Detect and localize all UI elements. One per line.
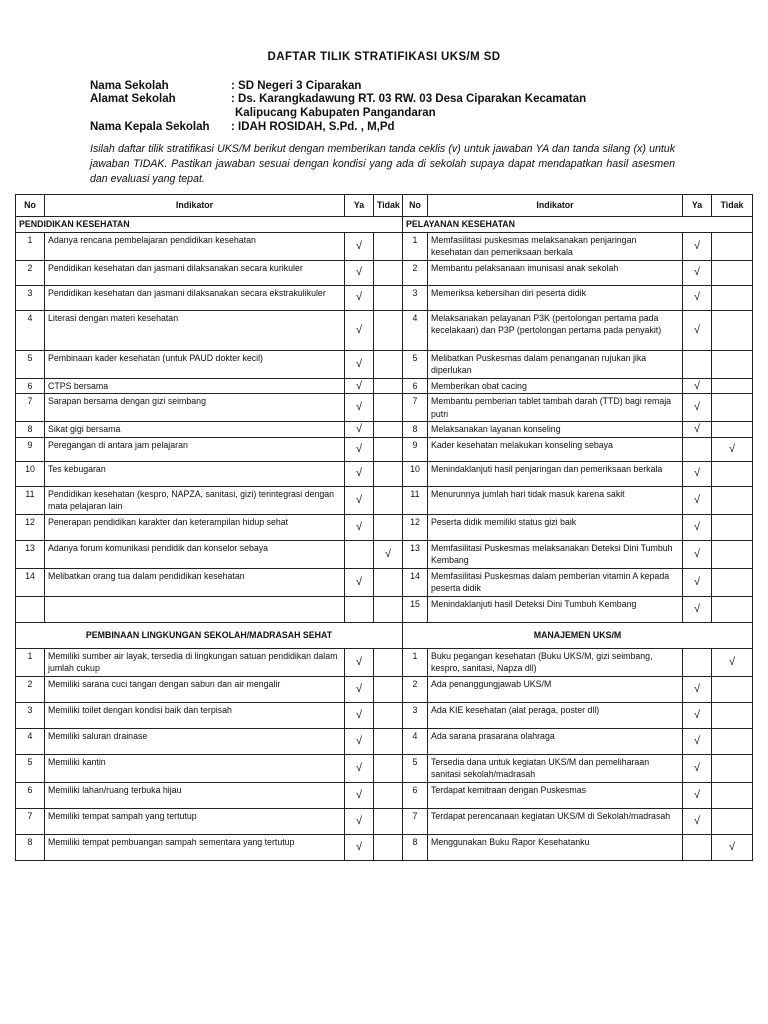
check-mark-icon: √ [355, 520, 363, 533]
ya-cell [683, 728, 712, 754]
header-no: No [403, 195, 428, 217]
check-mark-icon: √ [355, 323, 363, 336]
indicator-text: Melibatkan orang tua dalam pendidikan kesehatan [45, 568, 345, 596]
header-indikator: Indikator [428, 195, 683, 217]
check-mark-icon: √ [693, 467, 701, 480]
row-number: 3 [403, 702, 428, 728]
row-number: 8 [403, 834, 428, 860]
check-mark-icon: √ [355, 357, 363, 370]
check-mark-icon: √ [355, 708, 363, 721]
tidak-cell [374, 394, 403, 422]
row-number: 1 [16, 232, 45, 260]
check-mark-icon: √ [384, 547, 392, 560]
row-number: 4 [403, 728, 428, 754]
check-mark-icon: √ [693, 761, 701, 774]
row-number: 8 [16, 834, 45, 860]
tidak-cell [712, 378, 753, 394]
indicator-text: Memiliki lahan/ruang terbuka hijau [45, 782, 345, 808]
indicator-text: Buku pegangan kesehatan (Buku UKS/M, gizi seimbang, kespro, sanitasi, Napza dll) [428, 648, 683, 676]
row-number: 2 [403, 676, 428, 702]
indicator-text: Melaksanakan pelayanan P3K (pertolongan pertama pada kecelakaan) dan P3P (pertolongan pertama pada penyakit) [428, 310, 683, 350]
tidak-cell [374, 568, 403, 596]
info-value: Kalipucang Kabupaten Pangandaran [235, 107, 436, 119]
row-number: 14 [403, 568, 428, 596]
row-number: 15 [403, 596, 428, 622]
check-mark-icon: √ [693, 708, 701, 721]
indicator-text: Membantu pemberian tablet tambah darah (TTD) bagi remaja putri [428, 394, 683, 422]
header-ya: Ya [345, 195, 374, 217]
ya-cell [345, 260, 374, 285]
table-row [16, 702, 753, 728]
ya-cell [345, 568, 374, 596]
row-number: 5 [403, 754, 428, 782]
table-header-row [16, 195, 753, 217]
indicator-text: Menurunnya jumlah hari tidak masuk karena sakit [428, 486, 683, 514]
section-title-pendidikan-kesehatan: PENDIDIKAN KESEHATAN [16, 217, 403, 233]
indicator-text: Pendidikan kesehatan dan jasmani dilaksanakan secara ekstrakulikuler [45, 285, 345, 310]
row-number: 5 [16, 350, 45, 378]
ya-cell [345, 702, 374, 728]
check-mark-icon: √ [693, 602, 701, 615]
row-number: 1 [403, 232, 428, 260]
tidak-cell [712, 702, 753, 728]
indicator-text: Membantu pelaksanaan imunisasi anak sekolah [428, 260, 683, 285]
indicator-text: Memiliki kantin [45, 754, 345, 782]
row-number: 13 [16, 540, 45, 568]
row-number: 7 [403, 394, 428, 422]
ya-cell [683, 808, 712, 834]
row-number: 6 [403, 782, 428, 808]
ya-cell [683, 648, 712, 676]
tidak-cell [712, 350, 753, 378]
indicator-text: Memiliki tempat sampah yang tertutup [45, 808, 345, 834]
ya-cell [683, 782, 712, 808]
check-mark-icon: √ [355, 467, 363, 480]
row-number: 6 [403, 378, 428, 394]
check-mark-icon: √ [693, 493, 701, 506]
tidak-cell [374, 461, 403, 486]
indicator-text: Memiliki sarana cuci tangan dengan sabun dan air mengalir [45, 676, 345, 702]
table-row [16, 486, 753, 514]
table-row [16, 285, 753, 310]
check-mark-icon: √ [355, 266, 363, 279]
check-mark-icon: √ [355, 575, 363, 588]
ya-cell [345, 782, 374, 808]
tidak-cell [712, 676, 753, 702]
tidak-cell [712, 394, 753, 422]
indicator-text: Tersedia dana untuk kegiatan UKS/M dan pemeliharaan sanitasi sekolah/madrasah [428, 754, 683, 782]
indicator-text: Adanya forum komunikasi pendidik dan konselor sebaya [45, 540, 345, 568]
tidak-cell [712, 285, 753, 310]
tidak-cell [712, 310, 753, 350]
tidak-cell [712, 260, 753, 285]
indicator-text: Menggunakan Buku Rapor Kesehatanku [428, 834, 683, 860]
row-number: 7 [16, 808, 45, 834]
indicator-text: Pendidikan kesehatan (kespro, NAPZA, sanitasi, gizi) terintegrasi dengan mata pelajaran lain [45, 486, 345, 514]
tidak-cell [374, 728, 403, 754]
indicator-text: Ada sarana prasarana olahraga [428, 728, 683, 754]
ya-cell [345, 648, 374, 676]
table-row [16, 754, 753, 782]
check-mark-icon: √ [693, 239, 701, 252]
row-number: 13 [403, 540, 428, 568]
ya-cell [345, 486, 374, 514]
indicator-text: Memiliki tempat pembuangan sampah sementara yang tertutup [45, 834, 345, 860]
header-ya: Ya [683, 195, 712, 217]
tidak-cell [374, 260, 403, 285]
ya-cell [345, 310, 374, 350]
tidak-cell [374, 754, 403, 782]
check-mark-icon: √ [728, 840, 736, 853]
ya-cell [683, 437, 712, 461]
table-row [16, 378, 753, 394]
ya-cell [683, 596, 712, 622]
indicator-text: Peserta didik memiliki status gizi baik [428, 514, 683, 540]
tidak-cell [712, 648, 753, 676]
header-tidak: Tidak [712, 195, 753, 217]
row-number: 4 [16, 310, 45, 350]
row-number: 12 [403, 514, 428, 540]
tidak-cell [712, 596, 753, 622]
check-mark-icon: √ [693, 547, 701, 560]
row-number: 3 [16, 702, 45, 728]
section-title-pelayanan-kesehatan: PELAYANAN KESEHATAN [403, 217, 753, 233]
section-row [16, 217, 753, 233]
ya-cell [345, 461, 374, 486]
tidak-cell [712, 728, 753, 754]
indicator-text: Terdapat perencanaan kegiatan UKS/M di Sekolah/madrasah [428, 808, 683, 834]
info-value: : IDAH ROSIDAH, S.Pd. , M,Pd [231, 121, 395, 133]
info-label: Nama Sekolah [90, 80, 169, 92]
row-number: 2 [16, 260, 45, 285]
ya-cell [345, 728, 374, 754]
table-row [16, 437, 753, 461]
tidak-cell [712, 514, 753, 540]
indicator-text: Terdapat kemitraan dengan Puskesmas [428, 782, 683, 808]
check-mark-icon: √ [355, 788, 363, 801]
row-number: 3 [403, 285, 428, 310]
row-number: 1 [403, 648, 428, 676]
tidak-cell [374, 834, 403, 860]
tidak-cell [374, 540, 403, 568]
indicator-text: Pembinaan kader kesehatan (untuk PAUD dokter kecil) [45, 350, 345, 378]
ya-cell [683, 378, 712, 394]
check-mark-icon: √ [693, 682, 701, 695]
ya-cell [683, 834, 712, 860]
header-tidak: Tidak [374, 195, 403, 217]
table-row [16, 568, 753, 596]
indicator-text: Peregangan di antara jam pelajaran [45, 437, 345, 461]
row-number: 10 [16, 461, 45, 486]
checklist-table [15, 194, 753, 861]
indicator-text: Memfasilitasi Puskesmas dalam pemberian vitamin A kepada peserta didik [428, 568, 683, 596]
row-number: 6 [16, 378, 45, 394]
indicator-text: Memiliki sumber air layak, tersedia di lingkungan satuan pendidikan dalam jumlah cukup [45, 648, 345, 676]
check-mark-icon: √ [355, 379, 363, 392]
check-mark-icon: √ [693, 520, 701, 533]
tidak-cell [374, 310, 403, 350]
ya-cell [345, 232, 374, 260]
check-mark-icon: √ [355, 291, 363, 304]
indicator-text: Memiliki saluran drainase [45, 728, 345, 754]
indicator-text: Sikat gigi bersama [45, 422, 345, 438]
check-mark-icon: √ [693, 266, 701, 279]
table-row [16, 728, 753, 754]
table-row [16, 808, 753, 834]
tidak-cell [374, 782, 403, 808]
indicator-text [45, 596, 345, 622]
row-number: 2 [403, 260, 428, 285]
indicator-text: Ada penanggungjawab UKS/M [428, 676, 683, 702]
check-mark-icon: √ [728, 655, 736, 668]
check-mark-icon: √ [693, 323, 701, 336]
check-mark-icon: √ [355, 239, 363, 252]
tidak-cell [374, 422, 403, 438]
instructions-paragraph: Isilah daftar tilik stratifikasi UKS/M berikut dengan memberikan tanda ceklis (v) untuk jawaban YA dan tanda silang (x) untuk jawaban TIDAK. Pastikan jawaban sesuai dengan kondisi yang ada di sekolah supaya dapat mendapatkan hasil asesmen dan evaluasi yang tepat. [90, 143, 675, 185]
tidak-cell [712, 232, 753, 260]
ya-cell [345, 394, 374, 422]
tidak-cell [712, 834, 753, 860]
ya-cell [345, 540, 374, 568]
indicator-text: Memiliki toilet dengan kondisi baik dan terpisah [45, 702, 345, 728]
ya-cell [683, 486, 712, 514]
row-number: 7 [403, 808, 428, 834]
table-row [16, 540, 753, 568]
tidak-cell [374, 285, 403, 310]
info-value: : Ds. Karangkadawung RT. 03 RW. 03 Desa Ciparakan Kecamatan [231, 93, 587, 105]
tidak-cell [712, 422, 753, 438]
check-mark-icon: √ [693, 379, 701, 392]
row-number: 6 [16, 782, 45, 808]
tidak-cell [712, 461, 753, 486]
header-no: No [16, 195, 45, 217]
ya-cell [683, 676, 712, 702]
row-number: 9 [16, 437, 45, 461]
document-title: DAFTAR TILIK STRATIFIKASI UKS/M SD [267, 51, 501, 63]
row-number: 5 [16, 754, 45, 782]
ya-cell [345, 350, 374, 378]
row-number: 11 [16, 486, 45, 514]
tidak-cell [374, 437, 403, 461]
ya-cell [683, 260, 712, 285]
tidak-cell [374, 648, 403, 676]
indicator-text: Memfasilitasi puskesmas melaksanakan penjaringan kesehatan dan pemeriksaan berkala [428, 232, 683, 260]
check-mark-icon: √ [355, 423, 363, 435]
table-row [16, 350, 753, 378]
tidak-cell [712, 437, 753, 461]
tidak-cell [374, 486, 403, 514]
row-number: 14 [16, 568, 45, 596]
table-row [16, 422, 753, 438]
check-mark-icon: √ [693, 423, 701, 435]
check-mark-icon: √ [355, 655, 363, 668]
ya-cell [345, 808, 374, 834]
table-row [16, 782, 753, 808]
table-row [16, 676, 753, 702]
ya-cell [345, 285, 374, 310]
ya-cell [683, 285, 712, 310]
section-title-manajemen-uks: MANAJEMEN UKS/M [403, 622, 753, 648]
check-mark-icon: √ [693, 401, 701, 414]
table-row [16, 260, 753, 285]
indicator-text: Adanya rencana pembelajaran pendidikan kesehatan [45, 232, 345, 260]
table-row [16, 834, 753, 860]
ya-cell [345, 422, 374, 438]
ya-cell [683, 232, 712, 260]
check-mark-icon: √ [355, 401, 363, 414]
ya-cell [683, 702, 712, 728]
check-mark-icon: √ [693, 788, 701, 801]
indicator-text: Ada KIE kesehatan (alat peraga, poster dll) [428, 702, 683, 728]
ya-cell [683, 422, 712, 438]
check-mark-icon: √ [693, 734, 701, 747]
ya-cell [345, 437, 374, 461]
indicator-text: Tes kebugaran [45, 461, 345, 486]
tidak-cell [374, 232, 403, 260]
info-label: Alamat Sekolah [90, 93, 176, 105]
ya-cell [683, 350, 712, 378]
tidak-cell [712, 808, 753, 834]
row-number: 2 [16, 676, 45, 702]
indicator-text: Penerapan pendidikan karakter dan keterampilan hidup sehat [45, 514, 345, 540]
ya-cell [683, 514, 712, 540]
tidak-cell [374, 596, 403, 622]
row-number: 1 [16, 648, 45, 676]
check-mark-icon: √ [355, 442, 363, 455]
tidak-cell [374, 808, 403, 834]
check-mark-icon: √ [693, 291, 701, 304]
row-number: 8 [403, 422, 428, 438]
row-number: 9 [403, 437, 428, 461]
row-number [16, 596, 45, 622]
check-mark-icon: √ [355, 493, 363, 506]
tidak-cell [374, 514, 403, 540]
info-label: Nama Kepala Sekolah [90, 121, 210, 133]
section-row [16, 622, 753, 648]
table-row [16, 514, 753, 540]
indicator-text: Pendidikan kesehatan dan jasmani dilaksanakan secara kurikuler [45, 260, 345, 285]
check-mark-icon: √ [728, 442, 736, 455]
indicator-text: Sarapan bersama dengan gizi seimbang [45, 394, 345, 422]
table-row [16, 232, 753, 260]
indicator-text: Kader kesehatan melakukan konseling sebaya [428, 437, 683, 461]
tidak-cell [712, 568, 753, 596]
indicator-text: Melibatkan Puskesmas dalam penanganan rujukan jika diperlukan [428, 350, 683, 378]
row-number: 10 [403, 461, 428, 486]
indicator-text: Memfasilitasi Puskesmas melaksanakan Deteksi Dini Tumbuh Kembang [428, 540, 683, 568]
ya-cell [683, 394, 712, 422]
tidak-cell [712, 540, 753, 568]
check-mark-icon: √ [355, 682, 363, 695]
row-number: 8 [16, 422, 45, 438]
tidak-cell [374, 676, 403, 702]
tidak-cell [374, 378, 403, 394]
indicator-text: Literasi dengan materi kesehatan [45, 310, 345, 350]
ya-cell [345, 754, 374, 782]
row-number: 5 [403, 350, 428, 378]
ya-cell [345, 676, 374, 702]
row-number: 3 [16, 285, 45, 310]
table-row [16, 648, 753, 676]
indicator-text: CTPS bersama [45, 378, 345, 394]
ya-cell [683, 540, 712, 568]
row-number: 7 [16, 394, 45, 422]
row-number: 4 [16, 728, 45, 754]
table-row [16, 394, 753, 422]
indicator-text: Memeriksa kebersihan diri peserta didik [428, 285, 683, 310]
table-row [16, 596, 753, 622]
ya-cell [345, 378, 374, 394]
indicator-text: Memberikan obat cacing [428, 378, 683, 394]
indicator-text: Menindaklanjuti hasil penjaringan dan pemeriksaan berkala [428, 461, 683, 486]
ya-cell [345, 596, 374, 622]
section-title-lingkungan-sehat: PEMBINAAN LINGKUNGAN SEKOLAH/MADRASAH SEHAT [16, 622, 403, 648]
table-row [16, 461, 753, 486]
indicator-text: Melaksanakan layanan konseling [428, 422, 683, 438]
ya-cell [683, 568, 712, 596]
check-mark-icon: √ [355, 734, 363, 747]
table-row [16, 310, 753, 350]
row-number: 11 [403, 486, 428, 514]
ya-cell [683, 461, 712, 486]
indicator-text: Menindaklanjuti hasil Deteksi Dini Tumbuh Kembang [428, 596, 683, 622]
row-number: 12 [16, 514, 45, 540]
tidak-cell [712, 486, 753, 514]
tidak-cell [374, 702, 403, 728]
info-value: : SD Negeri 3 Ciparakan [231, 80, 362, 92]
tidak-cell [712, 782, 753, 808]
check-mark-icon: √ [355, 840, 363, 853]
header-indikator: Indikator [45, 195, 345, 217]
tidak-cell [712, 754, 753, 782]
check-mark-icon: √ [355, 814, 363, 827]
tidak-cell [374, 350, 403, 378]
check-mark-icon: √ [693, 814, 701, 827]
check-mark-icon: √ [355, 761, 363, 774]
ya-cell [345, 514, 374, 540]
row-number: 4 [403, 310, 428, 350]
check-mark-icon: √ [693, 575, 701, 588]
ya-cell [683, 754, 712, 782]
ya-cell [683, 310, 712, 350]
ya-cell [345, 834, 374, 860]
